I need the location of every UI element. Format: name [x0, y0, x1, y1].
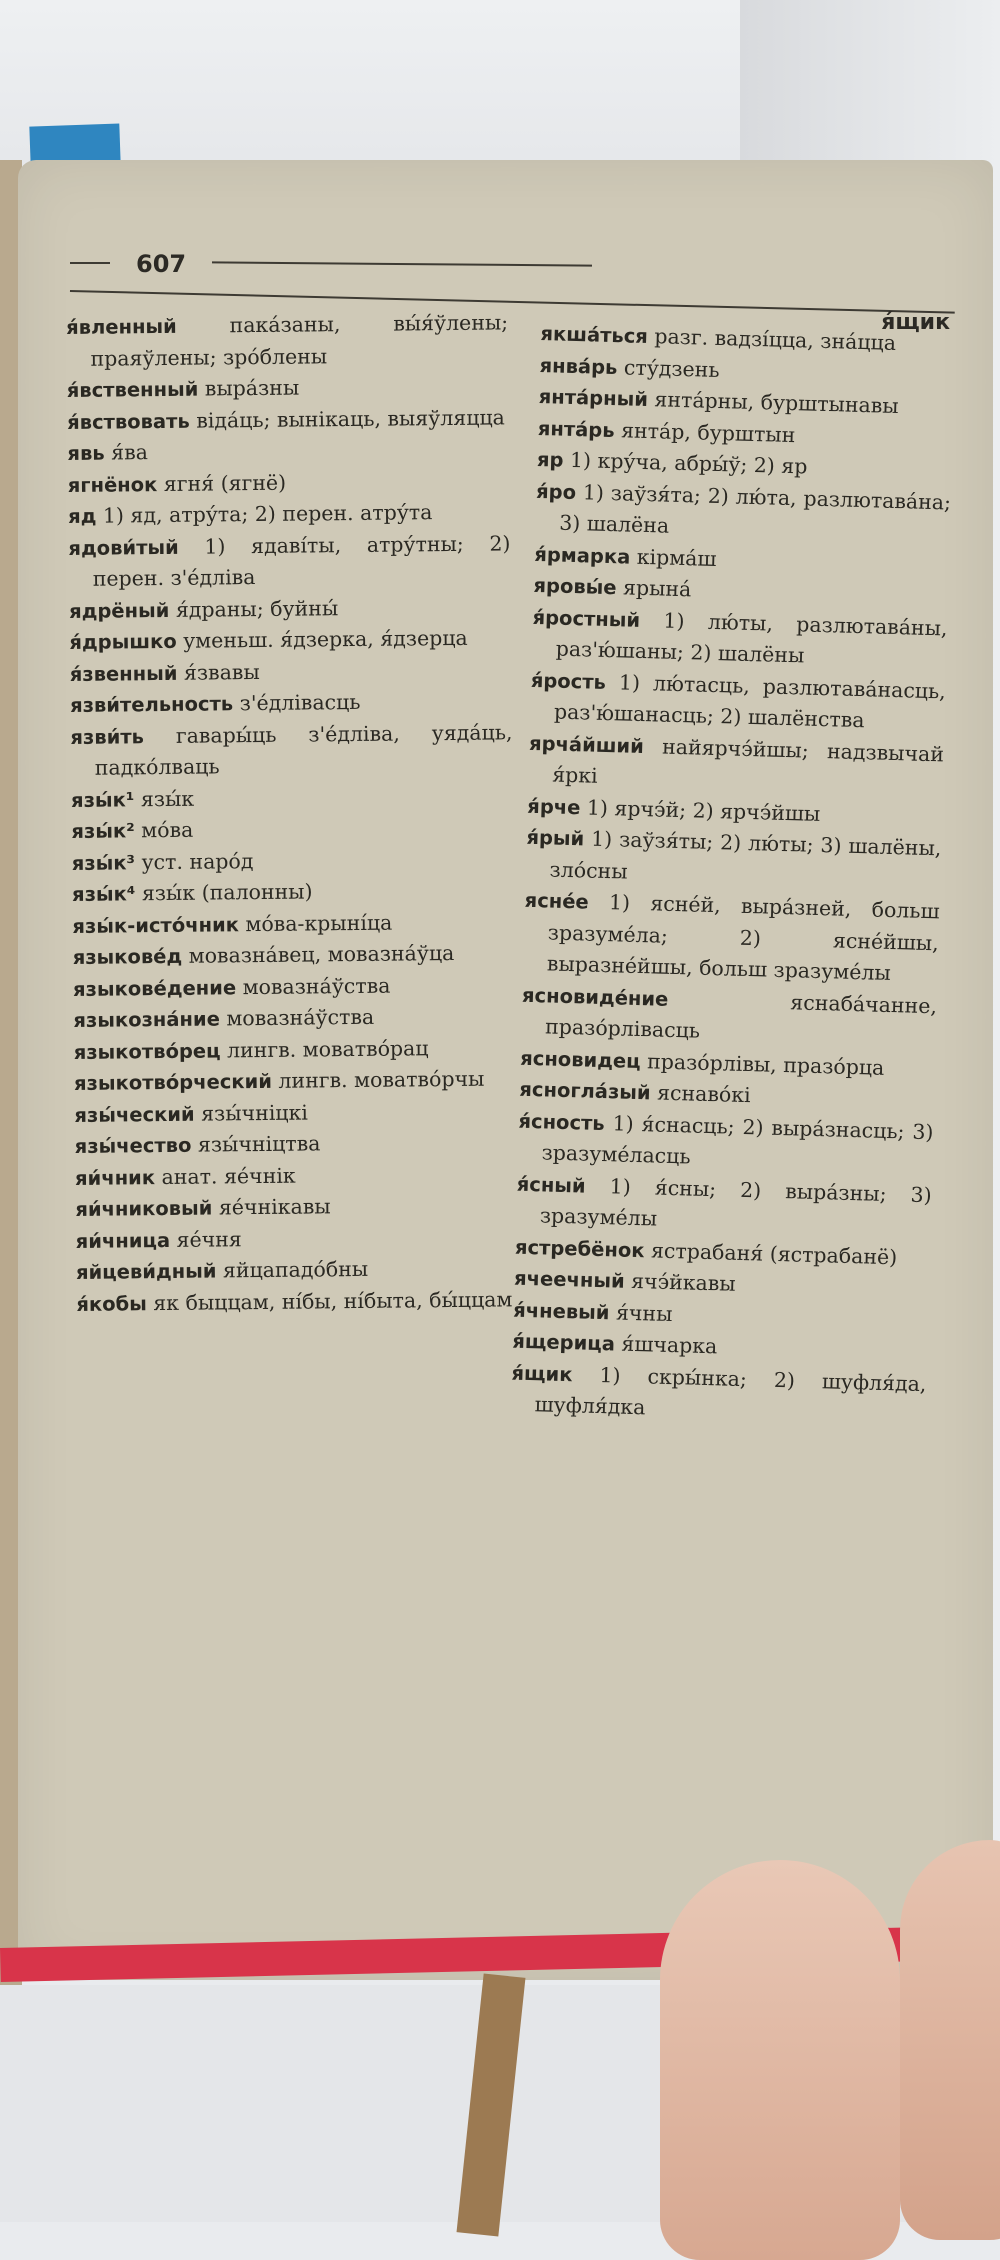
headword: языкозна́ние — [73, 1007, 220, 1032]
headword: яи́чник — [74, 1165, 156, 1190]
definition: 1) я́снасць; 2) выра́знасць; 3) зразуме́ласць — [541, 1110, 934, 1169]
definition: я́ва — [104, 440, 149, 465]
headword: я́дрышко — [69, 629, 177, 654]
dictionary-entry — [68, 528, 511, 596]
headword: язы́к³ — [71, 850, 136, 875]
definition: 1) заўзя́ты; 2) лю́ты; 3) шалёны, зло́сны — [549, 826, 942, 884]
dictionary-entry — [523, 885, 940, 991]
definition: яснаба́чанне, празо́рлівасць — [544, 986, 938, 1043]
definition: віда́ць; вынікаць, выяўляцца — [189, 404, 505, 433]
headword: языкотво́рец — [73, 1038, 221, 1064]
dictionary-entry — [73, 1000, 515, 1036]
definition: я́шчарка — [614, 1331, 718, 1359]
dictionary-entry — [69, 591, 511, 627]
page-number: 607 — [136, 250, 187, 278]
dictionary-entry — [75, 1189, 517, 1225]
headword: яд — [68, 504, 97, 528]
definition: яйцападо́бны — [216, 1256, 369, 1283]
headword: языкотво́рческий — [73, 1069, 273, 1095]
definition: лингв. моватво́рчы — [271, 1066, 485, 1093]
headword: янта́рный — [538, 384, 649, 412]
dictionary-entry — [75, 1158, 517, 1194]
definition: 1) ясне́й, выра́зней, больш зразуме́ла; 2) ясне́йшы, выразне́йшы, больш зразуме́лы — [546, 889, 940, 986]
headword: я́щик — [511, 1361, 573, 1386]
header-rule-short — [70, 262, 110, 264]
definition: язы́чніцкі — [194, 1100, 309, 1126]
definition: з'е́длівасць — [233, 689, 361, 716]
definition: 1) я́сны; 2) выра́зны; 3) зразуме́лы — [539, 1173, 933, 1231]
headword: яйцеви́дный — [75, 1259, 217, 1284]
definition: сту́дзень — [617, 354, 720, 382]
definition: 1) ядаві́ты, атру́тны; 2) перен. з'е́дліва — [92, 530, 511, 591]
headword: ягнёнок — [67, 472, 158, 497]
dictionary-entry — [71, 811, 513, 847]
definition: празо́рлівы, празо́рца — [640, 1048, 885, 1080]
headword: ястребёнок — [514, 1235, 645, 1262]
headword: я́сность — [518, 1109, 606, 1135]
dictionary-entry — [72, 906, 514, 942]
definition: янта́рны, бурштынавы — [647, 387, 900, 419]
headword: ясногла́зый — [519, 1077, 651, 1105]
headword: я́вственный — [66, 377, 199, 402]
headword: яр — [536, 447, 564, 472]
headword: языкове́дение — [72, 975, 237, 1001]
definition: янта́р, бурштын — [614, 417, 796, 447]
definition: ярына́ — [616, 575, 692, 602]
dictionary-entry — [521, 979, 938, 1054]
headword: я́щерица — [512, 1329, 616, 1356]
definition: мовазна́ўства — [235, 973, 391, 999]
headword: я́рый — [526, 825, 585, 851]
definition: 1) яд, атру́та; 2) перен. атру́та — [96, 500, 433, 528]
running-head: я́щик — [881, 310, 950, 335]
headword: явь — [67, 441, 105, 465]
definition: кірма́ш — [629, 544, 717, 571]
headword: я́вствовать — [67, 409, 190, 434]
headword: языкове́д — [72, 944, 183, 969]
definition: анат. яе́чнік — [154, 1163, 296, 1189]
definition: язы́чніцтва — [191, 1131, 321, 1157]
definition: гавары́ць з'е́дліва, уяда́ць, падко́лваць — [94, 719, 513, 780]
definition: ястрабаня́ (ястрабанё) — [644, 1237, 898, 1269]
headword: я́вленный — [66, 314, 177, 339]
headword: янта́рь — [537, 416, 615, 442]
dictionary-entry — [67, 402, 509, 438]
definition: мо́ва-крыні́ца — [238, 910, 393, 936]
headword: я́звенный — [69, 661, 178, 686]
left-column — [66, 307, 519, 1320]
dictionary-entry — [515, 1168, 932, 1243]
dictionary-entry — [510, 1357, 927, 1432]
definition: пака́заны, вы́я́ўлены; праяўлены; зро́блены — [90, 310, 509, 371]
headword: ядрёный — [69, 598, 170, 623]
dictionary-entry — [70, 717, 513, 785]
headword: ясновидец — [520, 1046, 642, 1073]
definition: 1) ярчэ́й; 2) ярчэ́йшы — [580, 794, 821, 826]
dictionary-entry — [517, 1105, 934, 1180]
headword: язы́к-исто́чник — [72, 912, 240, 938]
dictionary-entry — [74, 1063, 516, 1099]
definition: мовазна́вец, мовазна́ўца — [182, 940, 455, 968]
headword: яровы́е — [533, 573, 617, 600]
dictionary-entry — [73, 969, 515, 1005]
dictionary-entry — [76, 1252, 518, 1288]
definition: мо́ва — [134, 817, 194, 843]
dictionary-entry — [73, 937, 515, 973]
dictionary-entry — [69, 622, 511, 658]
headword: я́рость — [530, 668, 607, 694]
headword: я́рмарка — [534, 542, 631, 569]
dictionary-entry — [530, 664, 947, 739]
headword: язви́тельность — [70, 692, 234, 717]
headword: яи́чниковый — [75, 1196, 213, 1221]
definition: як быццам, ні́бы, ні́быта, бы́ццам — [146, 1286, 513, 1315]
definition: разг. вадзі́цца, зна́цца — [647, 323, 897, 355]
headword: язы́к¹ — [70, 787, 135, 812]
definition: ячэ́йкавы — [624, 1268, 737, 1296]
dictionary-entry — [531, 601, 948, 676]
headword: я́чневый — [512, 1298, 610, 1324]
definition: я́драны; буйны́ — [169, 595, 339, 622]
definition: 1) лю́ты, разлютава́ны, раз'ю́шаны; 2) шалёны — [555, 607, 948, 668]
finger — [900, 1840, 1000, 2240]
headword: я́рче — [527, 794, 581, 819]
definition: яснаво́кі — [650, 1080, 752, 1108]
dictionary-entry — [67, 370, 509, 406]
definition: мовазна́ўства — [219, 1004, 375, 1031]
definition: ягня́ (ягнё) — [157, 470, 287, 496]
thumb — [660, 1860, 900, 2260]
dictionary-entry — [72, 874, 514, 910]
dictionary-entry — [525, 822, 942, 897]
headword: ясновиде́ние — [521, 983, 669, 1011]
headword: я́ро — [535, 479, 577, 504]
definition: я́звавы — [177, 659, 260, 685]
definition: уст. наро́д — [134, 848, 254, 874]
headword: я́сный — [516, 1172, 586, 1198]
definition: 1) заўзя́та; 2) лю́та, разлютава́на; 3) шалёна — [558, 479, 952, 538]
headword: язы́к² — [71, 819, 135, 843]
headword: язы́ческий — [74, 1102, 195, 1127]
definition: найярчэ́йшы; надзвычай я́ркі — [551, 733, 945, 788]
definition: я́чны — [609, 1299, 673, 1326]
headword: я́ростный — [532, 605, 641, 632]
dictionary-entry — [67, 433, 509, 469]
definition: язы́к (палонны) — [135, 879, 313, 906]
headword: ярча́йший — [528, 731, 645, 758]
headword: ядови́тый — [68, 535, 179, 560]
headword: яи́чница — [75, 1228, 171, 1253]
dictionary-entry — [75, 1126, 517, 1162]
headword: язы́к⁴ — [71, 882, 136, 906]
dictionary-entry — [66, 307, 509, 375]
dictionary-entry — [76, 1284, 518, 1320]
dictionary-entry — [72, 843, 514, 879]
dictionary-entry — [535, 475, 952, 550]
definition: яе́чнікавы — [212, 1194, 331, 1220]
dictionary-entry — [70, 654, 512, 690]
dictionary-entry — [71, 780, 513, 816]
dictionary-entry — [74, 1095, 516, 1131]
definition: 1) лю́тасць, разлютава́насць, раз'ю́шанасць; 2) шалёнства — [553, 669, 947, 733]
headword: язви́ть — [70, 724, 145, 749]
dictionary-entry — [68, 465, 510, 501]
definition: 1) кру́ча, абры́ў; 2) яр — [563, 447, 808, 479]
definition: выра́зны — [198, 375, 300, 401]
right-column — [510, 318, 956, 1432]
dictionary-entry — [528, 727, 945, 802]
headword: язы́чество — [74, 1133, 192, 1158]
headword: якша́ться — [540, 321, 649, 348]
dictionary-entry — [70, 685, 512, 721]
definition: язы́к — [134, 786, 195, 811]
headword: ясне́е — [524, 888, 590, 914]
headword: я́кобы — [76, 1291, 147, 1316]
definition: 1) скры́нка; 2) шуфля́да, шуфля́дка — [534, 1361, 927, 1420]
definition: яе́чня — [169, 1226, 242, 1252]
dictionary-entry — [74, 1032, 516, 1068]
definition: лингв. моватво́рац — [220, 1035, 429, 1062]
headword: янва́рь — [539, 353, 618, 379]
headword: ячеечный — [513, 1266, 625, 1293]
definition: уменьш. я́дзерка, я́дзерца — [176, 625, 468, 653]
dictionary-entry — [76, 1221, 518, 1257]
dictionary-entry — [68, 496, 510, 532]
